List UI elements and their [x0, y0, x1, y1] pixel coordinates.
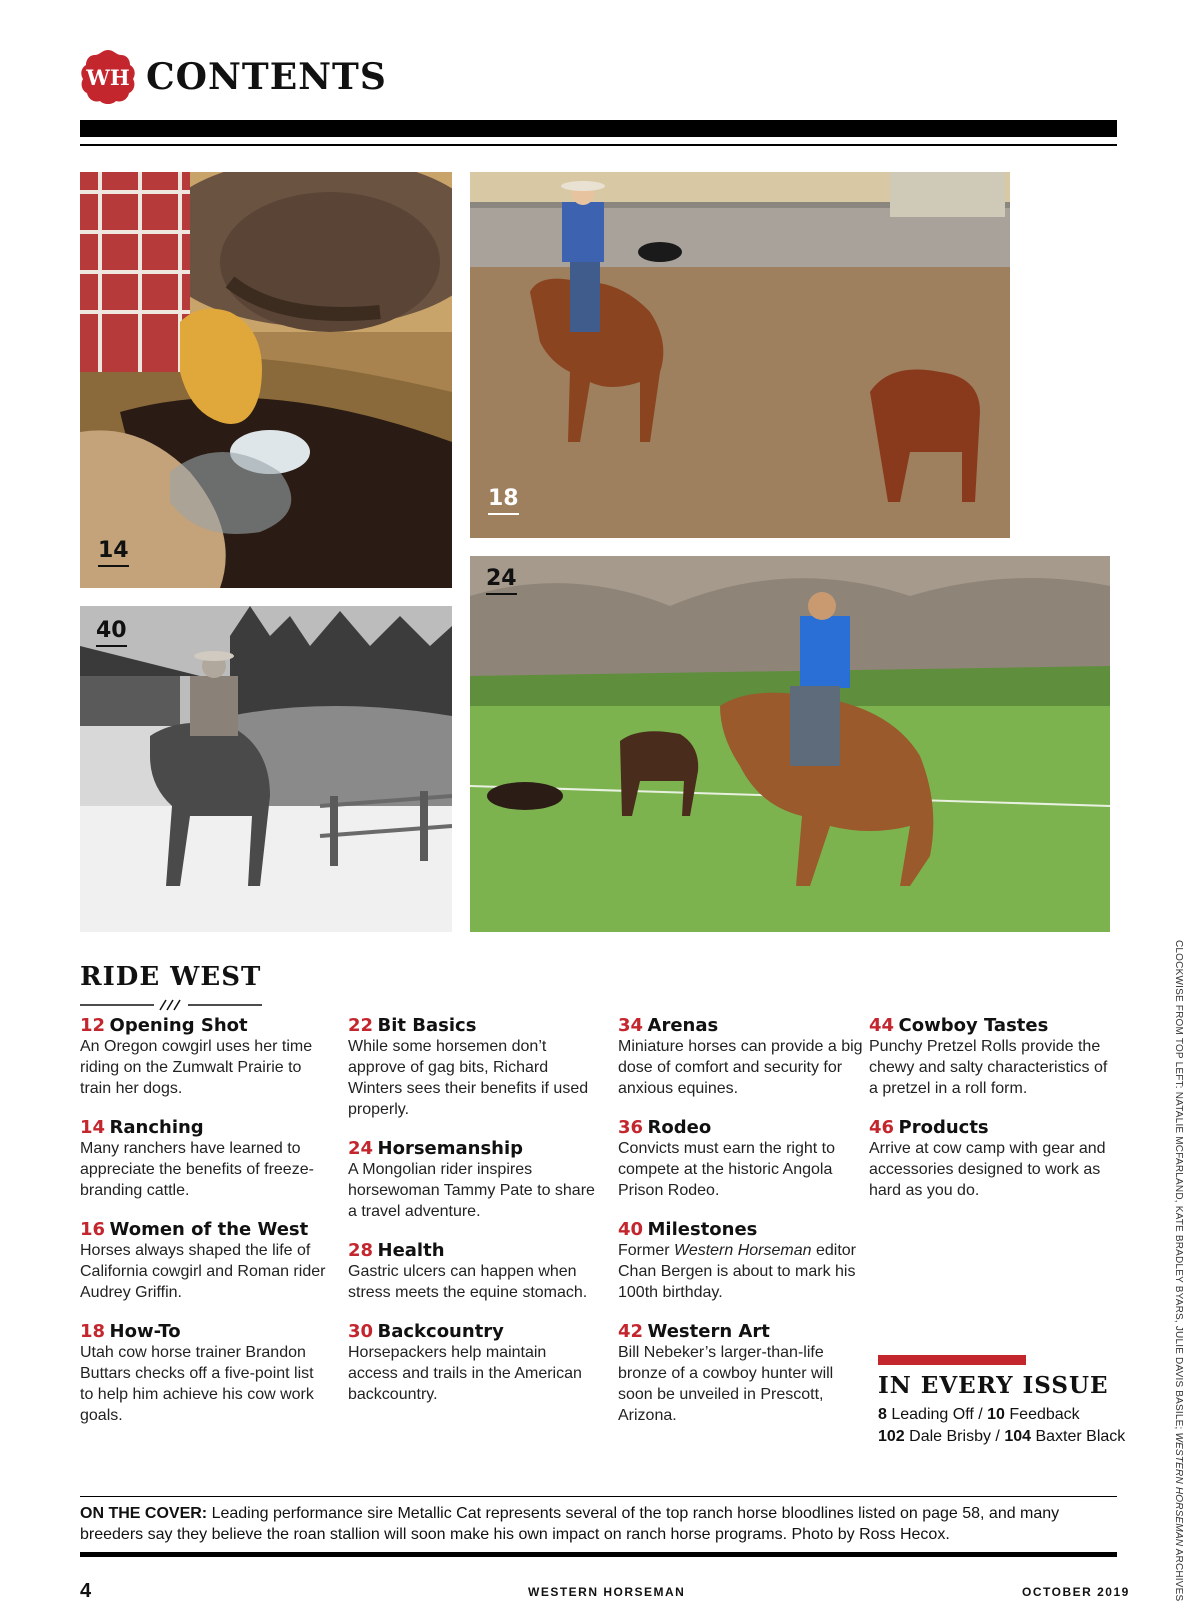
toc-category: Western Art: [647, 1321, 770, 1342]
every-issue-line-2: 102 Dale Brisby / 104 Baxter Black: [878, 1428, 1126, 1445]
toc-category: Health: [377, 1240, 445, 1261]
toc-category: Rodeo: [647, 1117, 712, 1138]
toc-description: Horses always shaped the life of California cowgirl and Roman rider Audrey Griffin.: [80, 1242, 326, 1301]
toc-description: Gastric ulcers can happen when stress meets the equine stomach.: [348, 1263, 588, 1301]
toc-description: Horsepackers help maintain access and trails in the American backcountry.: [348, 1344, 582, 1403]
toc-page-number: 46: [869, 1117, 895, 1138]
toc-column-1: [80, 1015, 330, 1444]
toc-item[interactable]: [80, 1117, 330, 1201]
toc-category: Horsemanship: [377, 1138, 524, 1159]
toc-page-number: 44: [869, 1015, 895, 1036]
toc-page-number: 30: [348, 1321, 374, 1342]
photo-milestones: [80, 606, 452, 932]
toc-page-number: 12: [80, 1015, 106, 1036]
toc-description: While some horsemen don’t approve of gag bits, Richard Winters sees their benefits if used properly.: [348, 1038, 589, 1118]
toc-description: Punchy Pretzel Rolls provide the chewy and salty characteristics of a pretzel in a roll form.: [869, 1038, 1108, 1097]
page-header: [78, 46, 387, 108]
toc-description: Former Western Horseman editor Chan Bergen is about to mark his 100th birthday.: [618, 1242, 856, 1301]
toc-category: Backcountry: [377, 1321, 504, 1342]
toc-category: Opening Shot: [109, 1015, 248, 1036]
toc-description: Many ranchers have learned to appreciate the benefits of freeze-branding cattle.: [80, 1140, 314, 1199]
photo-horsemanship: [470, 556, 1110, 932]
toc-category: Milestones: [647, 1219, 758, 1240]
photo-credit: CLOCKWISE FROM TOP LEFT: NATALIE MCFARLAND, KATE BRADLEY BYARS, JULIE DAVIS BASILE; WESTERN HORSEMAN ARCHIVES: [1173, 940, 1184, 1602]
toc-page-number: 16: [80, 1219, 106, 1240]
cover-caption: [80, 1503, 1117, 1545]
toc-page-number: 34: [618, 1015, 644, 1036]
footer-rule: [80, 1552, 1117, 1557]
toc-column-3: [618, 1015, 868, 1444]
toc-page-number: 24: [348, 1138, 374, 1159]
toc-category: Cowboy Tastes: [898, 1015, 1049, 1036]
cover-label: ON THE COVER:: [80, 1505, 208, 1522]
toc-item[interactable]: [348, 1138, 598, 1222]
toc-item[interactable]: [348, 1015, 598, 1120]
section-title: RIDE WEST: [80, 962, 262, 992]
folio-magazine: WESTERN HORSEMAN: [528, 1585, 686, 1599]
toc-page-number: 40: [618, 1219, 644, 1240]
toc-page-number: 18: [80, 1321, 106, 1342]
toc-item[interactable]: [348, 1240, 598, 1303]
toc-page-number: 42: [618, 1321, 644, 1342]
photo-ranching: [80, 172, 452, 588]
toc-item[interactable]: [618, 1015, 868, 1099]
toc-description: A Mongolian rider inspires horsewoman Tammy Pate to share a travel adventure.: [348, 1161, 595, 1220]
folio-page-number: 4: [80, 1580, 92, 1602]
toc-page-number: 14: [80, 1117, 106, 1138]
toc-column-4: [869, 1015, 1119, 1219]
header-rule-thick: [80, 120, 1117, 137]
toc-description: Bill Nebeker’s larger-than-life bronze of a cowboy hunter will soon be unveiled in Prescott, Arizona.: [618, 1344, 834, 1424]
photo-page-number: 24: [486, 566, 517, 591]
photo-page-number: 40: [96, 618, 127, 643]
toc-item[interactable]: [348, 1321, 598, 1405]
magazine-name-italic: Western Horseman: [674, 1242, 812, 1259]
cover-rule-top: [80, 1496, 1117, 1497]
toc-description: Arrive at cow camp with gear and accessories designed to work as hard as you do.: [869, 1140, 1106, 1199]
toc-item[interactable]: [80, 1219, 330, 1303]
toc-category: Arenas: [647, 1015, 719, 1036]
toc-item[interactable]: [618, 1321, 868, 1426]
toc-category: How-To: [109, 1321, 181, 1342]
header-rule-thin: [80, 144, 1117, 146]
toc-description: An Oregon cowgirl uses her time riding on the Zumwalt Prairie to train her dogs.: [80, 1038, 313, 1097]
toc-category: Products: [898, 1117, 989, 1138]
photo-page-number: 18: [488, 486, 519, 511]
toc-description: Utah cow horse trainer Brandon Buttars checks off a five-point list to help him achieve his cow work goals.: [80, 1344, 314, 1424]
logo-text: WH: [86, 65, 130, 90]
photo-page-number: 14: [98, 538, 129, 563]
toc-page-number: 36: [618, 1117, 644, 1138]
toc-item[interactable]: [618, 1117, 868, 1201]
cover-text: Leading performance sire Metallic Cat represents several of the top ranch horse bloodlines listed on page 58, and many breeders say they believe the roan stallion will soon make his own impact on ranch horse programs. Photo by Ross Hecox.: [80, 1505, 1060, 1543]
toc-item[interactable]: [80, 1015, 330, 1099]
photo-how-to: [470, 172, 1010, 538]
wh-logo: [78, 47, 138, 107]
toc-page-number: 22: [348, 1015, 374, 1036]
toc-category: Women of the West: [109, 1219, 309, 1240]
toc-description: Convicts must earn the right to compete at the historic Angola Prison Rodeo.: [618, 1140, 835, 1199]
page-title: CONTENTS: [146, 56, 387, 98]
toc-category: Ranching: [109, 1117, 204, 1138]
every-issue-accent-bar: [878, 1355, 1026, 1365]
toc-description: Miniature horses can provide a big dose of comfort and security for anxious equines.: [618, 1038, 863, 1097]
folio-date: OCTOBER 2019: [1022, 1585, 1130, 1599]
every-issue-line-1: 8 Leading Off / 10 Feedback: [878, 1406, 1080, 1423]
toc-item[interactable]: [869, 1015, 1119, 1099]
toc-item[interactable]: [80, 1321, 330, 1426]
toc-column-2: [348, 1015, 598, 1423]
toc-item[interactable]: [869, 1117, 1119, 1201]
section-divider: [80, 998, 262, 1012]
toc-item[interactable]: [618, 1219, 868, 1303]
every-issue-title: IN EVERY ISSUE: [878, 1372, 1109, 1399]
toc-page-number: 28: [348, 1240, 374, 1261]
toc-category: Bit Basics: [377, 1015, 477, 1036]
